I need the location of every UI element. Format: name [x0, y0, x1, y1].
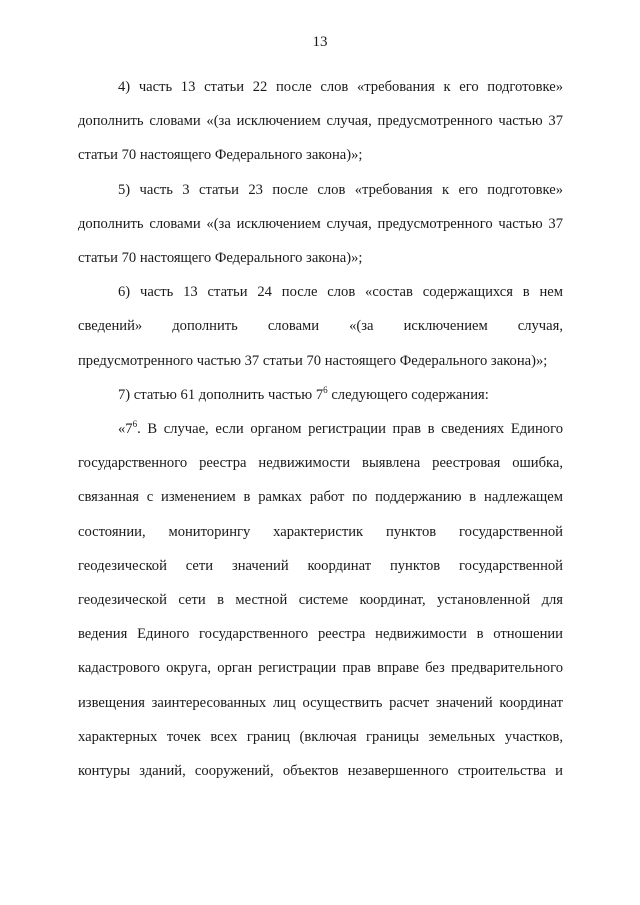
- text-line: сведений» дополнить словами «(за исключением случая,: [78, 318, 563, 335]
- text-line: ведения Единого государственного реестра недвижимости в отношении: [78, 626, 563, 643]
- text-line: геодезической сети значений координат пунктов государственной: [78, 557, 563, 574]
- text-line: 4) часть 13 статьи 22 после слов «требования к его подготовке»: [118, 79, 563, 95]
- text-line: статьи 70 настоящего Федерального закона)»;: [78, 250, 363, 267]
- superscript: 6: [323, 384, 328, 395]
- quoted-text: [78, 412, 563, 788]
- text-line: характерных точек всех границ (включая границы земельных участков,: [78, 728, 563, 745]
- superscript: 6: [132, 419, 138, 430]
- text-line: 6) часть 13 статьи 24 после слов «состав содержащихся в нем: [118, 284, 563, 301]
- list-item: [78, 378, 563, 412]
- text-line: 7) статью 61 дополнить частью $7^6$ следующего содержания:: [118, 384, 489, 403]
- text-line: дополнить словами «(за исключением случая, предусмотренного частью 37: [78, 113, 563, 130]
- text-line: статьи 70 настоящего Федерального закона)»;: [78, 147, 363, 164]
- text-line: состоянии, мониторингу характеристик пунктов государственной: [78, 523, 563, 540]
- text-line: контуры зданий, сооружений, объектов незавершенного строительства и: [78, 763, 563, 780]
- list-item: [78, 275, 563, 378]
- list-item: [78, 173, 563, 276]
- text-line: государственного реестра недвижимости выявлена реестровая ошибка,: [78, 455, 563, 472]
- text-line: предусмотренного частью 37 статьи 70 настоящего Федерального закона)»;: [78, 352, 548, 369]
- page-number: 13: [312, 34, 328, 50]
- text-line: «$7^6$. В случае, если органом регистрации прав в сведениях Единого: [118, 419, 563, 438]
- text-line: связанная с изменением в рамках работ по поддержанию в надлежащем: [78, 489, 563, 506]
- document-body: [78, 70, 563, 788]
- text-line: 5) часть 3 статьи 23 после слов «требования к его подготовке»: [118, 181, 563, 198]
- text-line: дополнить словами «(за исключением случая, предусмотренного частью 37: [78, 215, 563, 232]
- text-line: геодезической сети в местной системе координат, установленной для: [78, 592, 563, 609]
- list-item: [78, 70, 563, 173]
- text-line: кадастрового округа, орган регистрации прав вправе без предварительного: [78, 660, 563, 677]
- text-line: извещения заинтересованных лиц осуществить расчет значений координат: [78, 694, 563, 711]
